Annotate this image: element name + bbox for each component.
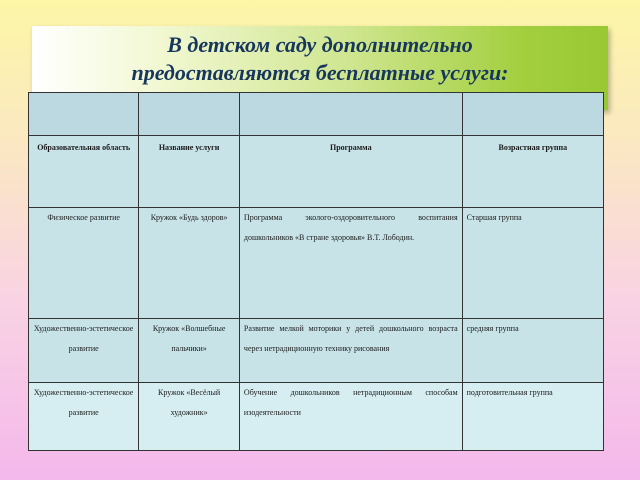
column-header-program: Программа <box>239 136 462 208</box>
cell-area: Художественно-эстетическое развитие <box>29 383 139 451</box>
cell-service: Кружок «Весёлый художник» <box>139 383 240 451</box>
cell-service: Кружок «Волшебные пальчики» <box>139 318 240 383</box>
slide-title-line-2: предоставляются бесплатные услуги: <box>131 60 509 85</box>
table-cell-empty <box>462 93 603 136</box>
column-header-service: Название услуги <box>139 136 240 208</box>
cell-program: Развитие мелкой моторики у детей дошкольного возраста через нетрадиционную технику рисования <box>239 318 462 383</box>
column-header-age-group: Возрастная группа <box>462 136 603 208</box>
cell-program: Обучение дошкольников нетрадиционным способам изодеятельности <box>239 383 462 451</box>
column-header-area: Образовательная область <box>29 136 139 208</box>
cell-age-group: средняя группа <box>462 318 603 383</box>
cell-service: Кружок «Будь здоров» <box>139 208 240 318</box>
cell-age-group: Старшая группа <box>462 208 603 318</box>
table-row <box>29 318 604 383</box>
services-table <box>28 92 604 451</box>
table-header-row <box>29 136 604 208</box>
services-table-container <box>28 92 604 451</box>
cell-age-group: подготовительная группа <box>462 383 603 451</box>
cell-program: Программа эколого-оздоровительного воспитания дошкольников «В стране здоровья» В.Т. Лободин. <box>239 208 462 318</box>
table-cell-empty <box>239 93 462 136</box>
slide-title-line-1: В детском саду дополнительно <box>167 32 473 57</box>
slide-title <box>32 31 608 87</box>
table-row <box>29 383 604 451</box>
table-cell-empty <box>29 93 139 136</box>
cell-area: Художественно-эстетическое развитие <box>29 318 139 383</box>
table-cell-empty <box>139 93 240 136</box>
table-row <box>29 208 604 318</box>
table-blank-header-row <box>29 93 604 136</box>
cell-area: Физическое развитие <box>29 208 139 318</box>
